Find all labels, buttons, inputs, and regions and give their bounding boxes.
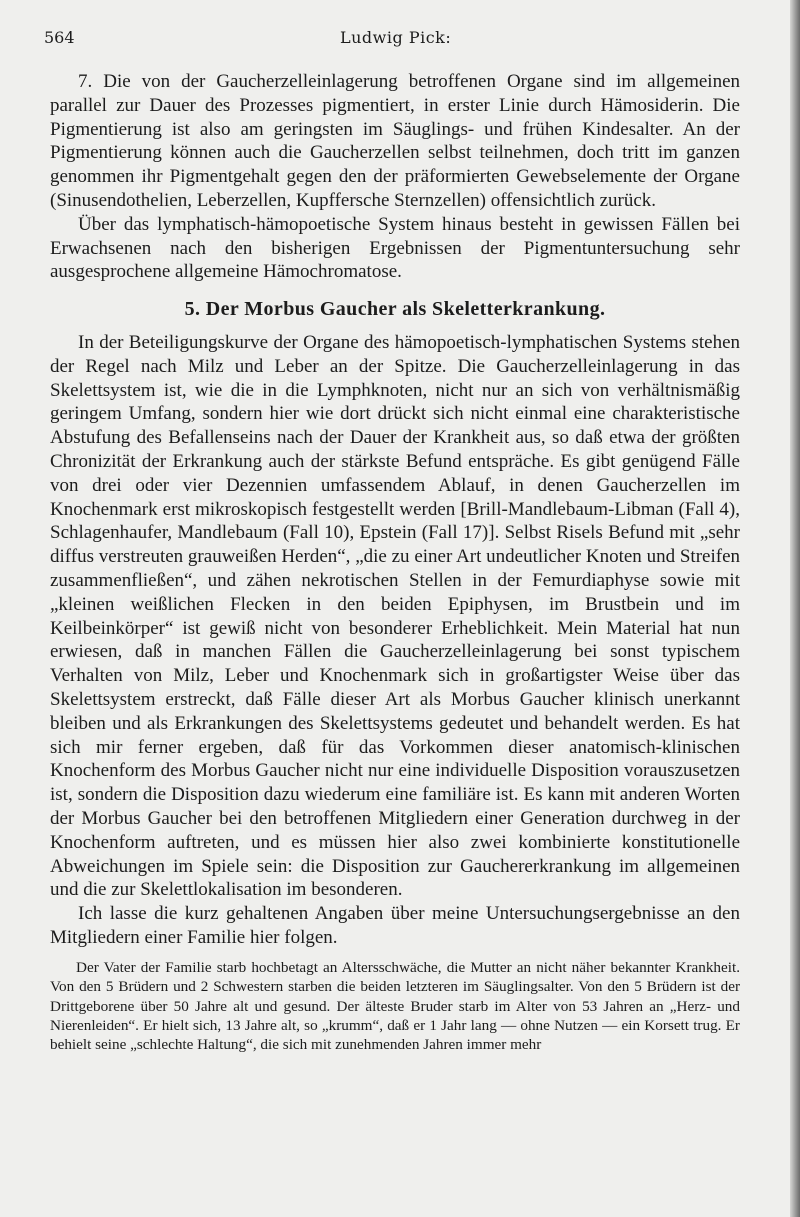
page-header [44,28,764,50]
paragraph-pigmentation: 7. Die von der Gaucherzelleinlagerung betroffenen Organe sind im allgemeinen parallel zur Dauer des Prozesses pigmentiert, in erster Linie durch Hämosiderin. Die Pigmentierung ist also am geringsten im Säuglings- und frühen Kindesalter. An der Pigmentierung können auch die Gaucherzellen selbst teilnehmen, doch tritt im ganzen genommen ihr Pigmentgehalt gegen den der präformierten Gewebselemente der Organe (Sinusendothelien, Leberzellen, Kupffersche Sternzellen) offensichtlich zurück. [50,71,740,211]
body-text [50,70,740,1055]
paragraph-family-history: Der Vater der Familie starb hochbetagt an Altersschwäche, die Mutter an nicht näher bekannter Krankheit. Von den 5 Brüdern und 2 Schwestern starben die beiden letzteren im Säuglingsalter. Von den 5 Brüdern ist der Drittgeborene über 50 Jahre alt und gesund. Der älteste Bruder starb im Alter von 53 Jahren an „Herz- und Nierenleiden“. Er hielt sich, 13 Jahre alt, so „krumm“, daß er 1 Jahr lang — ohne Nutzen — ein Korsett trug. Er behielt seine „schlechte Haltung“, die sich mit zunehmenden Jahren immer mehr [50,958,740,1054]
section-heading: 5. Der Morbus Gaucher als Skeletterkrankung. [184,298,606,321]
family-case-notes [50,958,740,1055]
page-binding-shadow [790,0,800,1217]
paragraph-family-intro: Ich lasse die kurz gehaltenen Angaben über meine Untersuchungsergebnisse an den Mitgliedern einer Familie hier folgen. [50,903,740,948]
paragraph-skeletal-involvement: In der Beteiligungskurve der Organe des hämopoetisch-lymphatischen Systems stehen der Regel nach Milz und Leber an der Spitze. Die Gaucherzelleinlagerung in das Skelettsystem ist, wie die in die Lymphknoten, nicht nur an sich von verhältnismäßig geringem Umfang, sondern hier wie dort drückt sich nicht einmal eine charakteristische Abstufung des Befallenseins nach der Dauer der Krankheit aus, so daß etwa der größten Chronizität der Erkrankung auch der stärkste Befund entspräche. Es gibt genügend Fälle von drei oder vier Dezennien umfassendem Ablauf, in denen Gaucherzellen im Knochenmark erst mikroskopisch festgestellt werden [Brill-Mandlebaum-Libman (Fall 4), Schlagenhaufer, Mandlebaum (Fall 10), Epstein (Fall 17)]. Selbst Risels Befund mit „sehr diffus verstreuten grauweißen Herden“, „die zu einer Art undeutlicher Knoten und Streifen zusammenfließen“, und zähen nekrotischen Stellen in der Femurdiaphyse sowie mit „kleinen weißlichen Flecken in den beiden Epiphysen, im Brustbein und im Keilbeinkörper“ ist gewiß nicht von besonderer Erheblichkeit. Mein Material hat nun erwiesen, daß in manchen Fällen die Gaucherzelleinlagerung bei sonst typischem Verhalten von Milz, Leber und Knochenmark sich in großartigster Weise über das Skelettsystem erstreckt, daß Fälle dieser Art als Morbus Gaucher klinisch unerkannt bleiben und als Erkrankungen des Skelettsystems gedeutet und behandelt werden. Es hat sich mir ferner ergeben, daß für das Vorkommen dieser anatomisch-klinischen Knochenform des Morbus Gaucher nicht nur eine individuelle Disposition vorauszusetzen ist, sondern die Disposition dazu wiederum eine familiäre ist. Es kann mit anderen Worten der Morbus Gaucher bei den betroffenen Mitgliedern einer Generation durchweg in der Knochenform auftreten, und es müssen hier also zwei kombinierte konstitutionelle Abweichungen im Spiele sein: die Disposition zur Gauchererkrankung im allgemeinen und die zur Skelettlokalisation im besonderen. [50,331,740,901]
paragraph-hemochromatosis: Über das lymphatisch-hämopoetische System hinaus besteht in gewissen Fällen bei Erwachsenen nach den bisherigen Ergebnissen der Pigmentuntersuchung sehr ausgesprochene allgemeine Hämochromatose. [50,213,740,283]
page-number: 564 [44,28,75,47]
running-head: Ludwig Pick: [340,28,452,47]
